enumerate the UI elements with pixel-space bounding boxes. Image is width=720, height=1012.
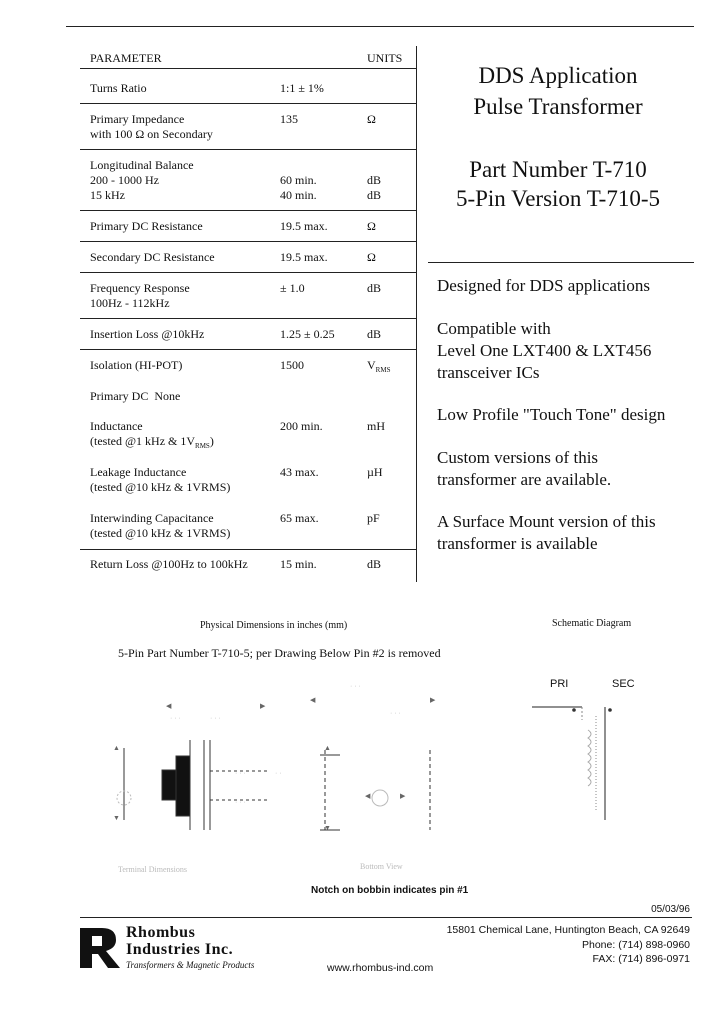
row-param: Longitudinal Balance bbox=[90, 158, 194, 172]
svg-text:· · ·: · · · bbox=[235, 799, 246, 806]
row-value: 19.5 max. bbox=[280, 250, 328, 264]
row-value: 1.25 ± 0.25 bbox=[280, 327, 335, 341]
svg-text:· · ·: · · · bbox=[170, 715, 181, 722]
row-param: Primary DC None bbox=[90, 389, 181, 403]
row-value: 135 bbox=[280, 112, 298, 126]
row-value: 200 min. bbox=[280, 419, 323, 433]
notch-note: Notch on bobbin indicates pin #1 bbox=[311, 885, 469, 896]
feature-item: Compatible with Level One LXT400 & LXT456 transceiver ICs bbox=[437, 319, 652, 382]
row-divider bbox=[80, 241, 416, 242]
company-phone: Phone: (714) 898-0960 bbox=[582, 939, 690, 951]
row-param: Isolation (HI-POT) bbox=[90, 358, 183, 372]
feature-item: A Surface Mount version of this transformer is available bbox=[437, 512, 656, 553]
rhombus-logo-icon bbox=[78, 926, 122, 970]
header-units: UNITS bbox=[367, 51, 403, 65]
header-parameter: PARAMETER bbox=[90, 51, 162, 65]
five-pin-note: 5-Pin Part Number T-710-5; per Drawing Below Pin #2 is removed bbox=[118, 646, 441, 660]
row-param: Frequency Response bbox=[90, 281, 190, 295]
row-unit: µH bbox=[367, 465, 383, 479]
sec-label: SEC bbox=[612, 678, 635, 690]
top-rule bbox=[66, 26, 694, 27]
title-line-2: Pulse Transformer bbox=[473, 94, 643, 119]
schematic-title: Schematic Diagram bbox=[552, 618, 632, 629]
company-address: 15801 Chemical Lane, Huntington Beach, CA 92649 bbox=[446, 924, 690, 936]
row-unit: Ω bbox=[367, 250, 376, 264]
row-param: Interwinding Capacitance bbox=[90, 511, 214, 525]
row-value: 40 min. bbox=[280, 188, 317, 202]
row-divider bbox=[80, 210, 416, 211]
row-divider bbox=[80, 272, 416, 273]
row-param: Leakage Inductance bbox=[90, 465, 187, 479]
row-unit: Ω bbox=[367, 219, 376, 233]
footer-rule bbox=[80, 917, 692, 918]
row-value: 19.5 max. bbox=[280, 219, 328, 233]
row-unit: dB bbox=[367, 188, 382, 202]
company-tagline: Transformers & Magnetic Products bbox=[126, 960, 255, 970]
row-param: Primary Impedance bbox=[90, 112, 185, 126]
bottom-view-label: Bottom View bbox=[360, 862, 403, 871]
row-param: Inductance bbox=[90, 419, 143, 433]
row-value: 65 max. bbox=[280, 511, 319, 525]
row-divider bbox=[80, 103, 416, 104]
svg-text:· ·: · · bbox=[275, 770, 282, 777]
date: 05/03/96 bbox=[651, 904, 690, 915]
table-right-border bbox=[416, 46, 417, 582]
row-param-sub: (tested @10 kHz & 1VRMS) bbox=[90, 480, 231, 494]
company-name-line1: Rhombus bbox=[126, 924, 196, 941]
svg-text:· · ·: · · · bbox=[390, 710, 401, 717]
company-fax: FAX: (714) 896-0971 bbox=[592, 953, 690, 965]
svg-text:▲: ▲ bbox=[324, 745, 331, 752]
row-value: 1:1 ± 1% bbox=[280, 81, 324, 95]
svg-text:· · ·: · · · bbox=[210, 715, 221, 722]
title-line-1: DDS Application bbox=[478, 63, 638, 88]
feature-item: Low Profile "Touch Tone" design bbox=[437, 405, 666, 424]
row-unit: Ω bbox=[367, 112, 376, 126]
terminal-dimensions-label: Terminal Dimensions bbox=[118, 865, 187, 874]
row-unit: dB bbox=[367, 173, 382, 187]
svg-text:▲: ▲ bbox=[113, 745, 120, 752]
spec-table bbox=[80, 46, 416, 586]
row-param-sub: 100Hz - 112kHz bbox=[90, 296, 170, 310]
feature-item: Custom versions of this transformer are available. bbox=[437, 448, 612, 489]
row-param-sub: (tested @1 kHz & $1V_{RMS}$) bbox=[90, 434, 214, 450]
row-divider bbox=[80, 68, 416, 69]
row-value: ± 1.0 bbox=[280, 281, 305, 295]
row-divider bbox=[80, 318, 416, 319]
feature-item: Designed for DDS applications bbox=[437, 276, 650, 295]
row-value: 15 min. bbox=[280, 557, 317, 571]
svg-text:▼: ▼ bbox=[113, 815, 120, 822]
row-param: Insertion Loss @10kHz bbox=[90, 327, 205, 341]
company-name-line2: Industries Inc. bbox=[126, 941, 234, 958]
schematic-diagram bbox=[510, 690, 630, 830]
row-value: 1500 bbox=[280, 358, 304, 372]
mechanical-drawing bbox=[110, 670, 440, 890]
svg-text:◀: ◀ bbox=[365, 793, 371, 800]
svg-text:▶: ▶ bbox=[260, 703, 266, 710]
heading-rule bbox=[428, 262, 694, 263]
svg-text:▶: ▶ bbox=[430, 697, 436, 704]
pri-label: PRI bbox=[550, 678, 569, 690]
company-website[interactable]: www.rhombus-ind.com bbox=[327, 962, 434, 974]
row-param-sub: (tested @10 kHz & 1VRMS) bbox=[90, 526, 231, 540]
svg-text:▶: ▶ bbox=[400, 793, 406, 800]
svg-text:· · ·: · · · bbox=[350, 683, 361, 690]
row-param: Secondary DC Resistance bbox=[90, 250, 215, 264]
row-unit: pF bbox=[367, 511, 380, 525]
row-param-sub: 15 kHz bbox=[90, 188, 125, 202]
row-param-sub: with 100 Ω on Secondary bbox=[90, 127, 213, 141]
row-param: Turns Ratio bbox=[90, 81, 147, 95]
svg-text:· · ·: · · · bbox=[235, 770, 246, 777]
dimensions-title: Physical Dimensions in inches (mm) bbox=[200, 620, 348, 631]
row-divider bbox=[80, 549, 416, 550]
row-unit: dB bbox=[367, 327, 382, 341]
part-number: Part Number T-710 bbox=[469, 157, 647, 182]
row-unit: dB bbox=[367, 557, 382, 571]
row-unit: $V_{RMS}$ bbox=[367, 358, 391, 374]
row-value: 60 min. bbox=[280, 173, 317, 187]
svg-text:▼: ▼ bbox=[324, 825, 331, 832]
svg-text:◀: ◀ bbox=[310, 697, 316, 704]
row-value: 43 max. bbox=[280, 465, 319, 479]
row-param-sub: 200 - 1000 Hz bbox=[90, 173, 159, 187]
row-divider bbox=[80, 149, 416, 150]
part-number-5pin: 5-Pin Version T-710-5 bbox=[455, 186, 661, 211]
row-param: Primary DC Resistance bbox=[90, 219, 203, 233]
row-unit: dB bbox=[367, 281, 382, 295]
row-divider bbox=[80, 349, 416, 350]
row-param: Return Loss @100Hz to 100kHz bbox=[90, 557, 248, 571]
svg-text:◀: ◀ bbox=[166, 703, 172, 710]
row-unit: mH bbox=[367, 419, 385, 433]
